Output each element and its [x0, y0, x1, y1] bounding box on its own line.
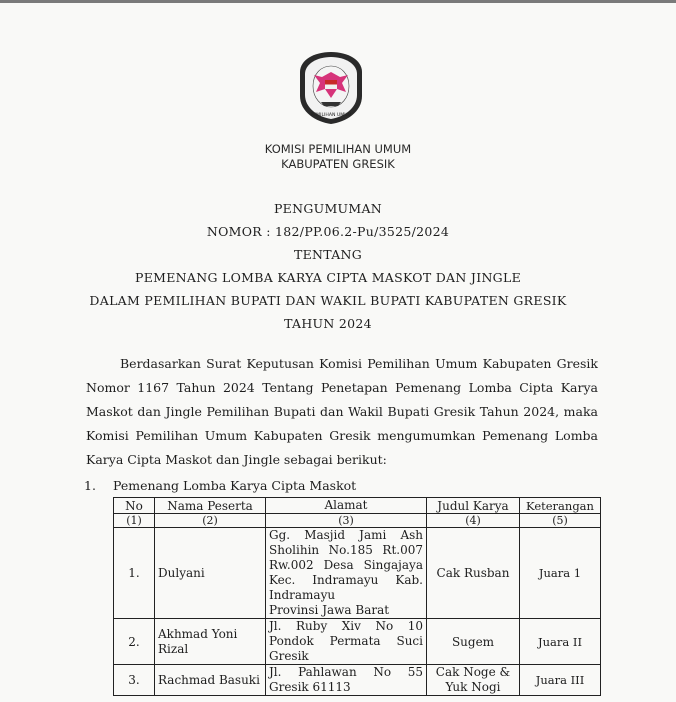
subheader-5: (5)	[520, 514, 601, 528]
header-no: No	[114, 498, 155, 514]
table-header-row	[114, 498, 601, 514]
table-row	[114, 528, 601, 619]
row-judul: Cak Rusban	[427, 528, 520, 619]
title-line5: DALAM PEMILIHAN BUPATI DAN WAKIL BUPATI KABUPATEN GRESIK	[89, 293, 567, 308]
org-name-line2: KABUPATEN GRESIK	[281, 157, 395, 171]
row-number: 3.	[114, 665, 155, 696]
row-number: 2.	[114, 619, 155, 665]
row-keterangan: Juara 1	[520, 528, 601, 619]
title-line4: PEMENANG LOMBA KARYA CIPTA MASKOT DAN JINGLE	[135, 270, 521, 285]
row-judul: Cak Noge & Yuk Nogi	[427, 665, 520, 696]
row-nama: Dulyani	[155, 528, 266, 619]
row-alamat: Jl. Pahlawan No 55 Gresik 61113	[266, 665, 427, 696]
row-alamat	[266, 528, 427, 619]
row-nama: Akhmad Yoni Rizal	[155, 619, 266, 665]
org-name-line1: KOMISI PEMILIHAN UMUM	[264, 142, 412, 156]
row-number: 1.	[114, 528, 155, 619]
subheader-3: (3)	[266, 514, 427, 528]
winners-table	[113, 497, 601, 696]
row-alamat-line2: Provinsi Jawa Barat	[269, 603, 390, 617]
logo-bottom-text: PEMILIHAN UMUM	[310, 113, 352, 118]
title-tentang: TENTANG	[293, 247, 363, 262]
subheader-1: (1)	[114, 514, 155, 528]
list-item-label: Pemenang Lomba Karya Cipta Maskot	[113, 478, 357, 493]
header-nama: Nama Peserta	[155, 498, 266, 514]
header-judul: Judul Karya	[427, 498, 520, 514]
row-alamat-line1: Gg. Masjid Jami Ash Sholihin No.185 Rt.007 Rw.002 Desa Singajaya Kec. Indramayu Kab. Indramayu	[269, 528, 423, 602]
title-line1: PENGUMUMAN	[273, 201, 383, 216]
row-nama: Rachmad Basuki	[155, 665, 266, 696]
title-year: TAHUN 2024	[284, 316, 372, 331]
subheader-2: (2)	[155, 514, 266, 528]
logo-top-text: KOMISI	[320, 59, 342, 66]
intro-paragraph-text: Berdasarkan Surat Keputusan Komisi Pemilihan Umum Kabupaten Gresik Nomor 1167 Tahun 2024 Tentang Penetapan Pemenang Lomba Cipta Karya Maskot dan Jingle Pemilihan Bupati dan Wakil Bupati Gresik Tahun 2024, maka Komisi Pemilihan Umum Kabupaten Gresik mengumumkan Pemenang Lomba Karya Cipta Maskot dan Jingle sebagai berikut:	[86, 356, 598, 467]
row-keterangan: Juara III	[520, 665, 601, 696]
intro-paragraph	[86, 352, 598, 472]
kpu-logo-icon	[296, 50, 366, 126]
header-alamat: Alamat	[266, 498, 427, 514]
header-keterangan: Keterangan	[520, 498, 601, 514]
row-alamat: Jl. Ruby Xiv No 10 Pondok Permata Suci Gresik	[266, 619, 427, 665]
table-row	[114, 665, 601, 696]
row-keterangan: Juara II	[520, 619, 601, 665]
row-judul: Sugem	[427, 619, 520, 665]
title-nomor: NOMOR : 182/PP.06.2-Pu/3525/2024	[206, 224, 450, 239]
scan-top-edge	[0, 0, 676, 3]
list-item-number: 1.	[84, 478, 96, 493]
table-row	[114, 619, 601, 665]
table-subheader-row	[114, 514, 601, 528]
subheader-4: (4)	[427, 514, 520, 528]
